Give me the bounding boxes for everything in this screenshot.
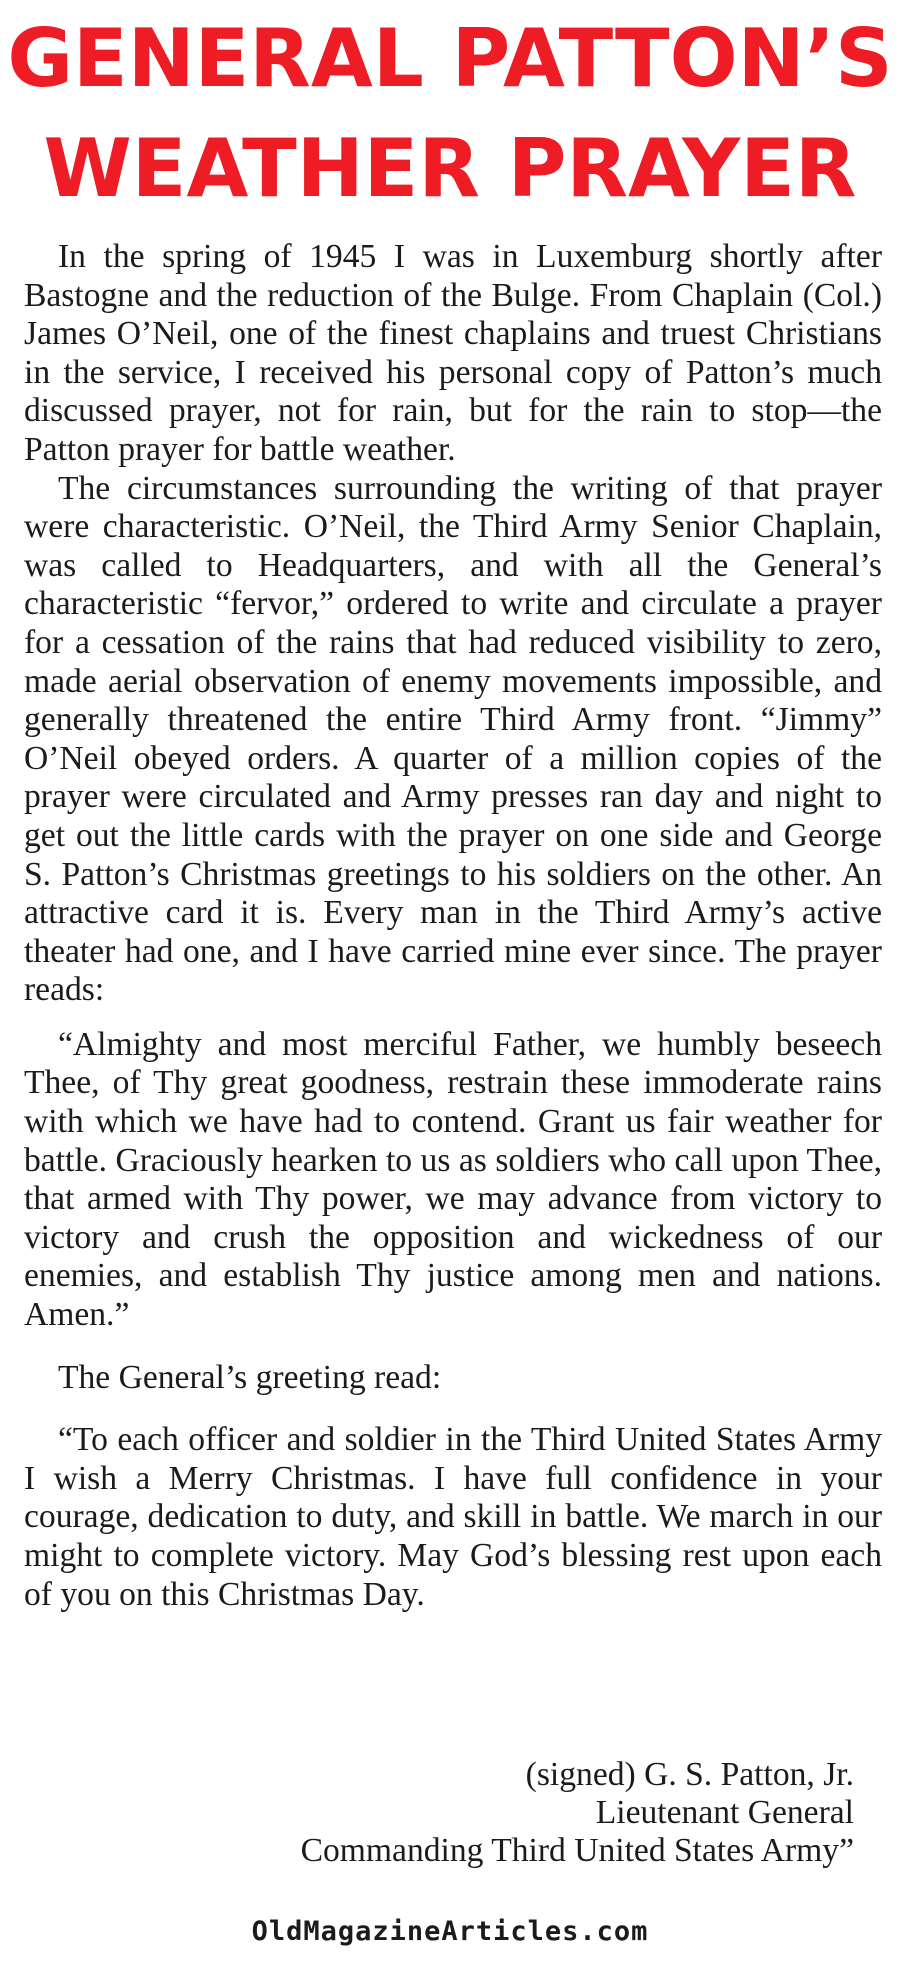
article-paragraph: The circumstances surrounding the writing of that prayer were characteristic. O’Neil, the Third Army Senior Chaplain, was called to Headquarters, and with all the General’s characteristic “fervor,” ordered to write and circulate a prayer for a cessation of the rains that had reduced visibility to zero, made aerial observation of enemy movements impossible, and generally threatened the entire Third Army front. “Jimmy” O’Neil obeyed orders. A quarter of a million copies of the prayer were circulated and Army presses ran day and night to get out the little cards with the prayer on one side and George S. Patton’s Christmas greetings to his soldiers on the other. An attractive card it is. Every man in the Third Army’s active theater had one, and I have carried mine ever since. The prayer reads: [24, 469, 882, 1009]
article-paragraph: In the spring of 1945 I was in Luxemburg shortly after Bastogne and the reduction of the Bulge. From Chaplain (Col.) James O’Neil, one of the finest chaplains and truest Christians in the service, I received his personal copy of Patton’s much discussed prayer, not for rain, but for the rain to stop—the Patton prayer for battle weather. [24, 238, 882, 468]
headline-line-2: WEATHER PRAYER [43, 122, 857, 215]
article-body [24, 238, 882, 1614]
source-watermark: OldMagazineArticles.com [251, 1916, 649, 1947]
greeting-quote: “To each officer and soldier in the Third United States Army I wish a Merry Christmas. I have full confidence in your courage, dedication to duty, and skill in battle. We march in our might to complete victory. May God’s blessing rest upon each of you on this Christmas Day. [24, 1421, 882, 1613]
signature-line: (signed) G. S. Patton, Jr. [525, 1756, 854, 1793]
command-line: Commanding Third United States Army” [300, 1832, 854, 1869]
rank-line: Lieutenant General [595, 1794, 854, 1831]
greeting-intro: The General’s greeting read: [58, 1358, 442, 1396]
prayer-quote: “Almighty and most merciful Father, we humbly beseech Thee, of Thy great goodness, restrain these immoderate rains with which we have had to contend. Grant us fair weather for battle. Graciously hearken to us as soldiers who call upon Thee, that armed with Thy power, we may advance from victory to victory and crush the opposition and wickedness of our enemies, and establish Thy justice among men and nations. Amen.” [24, 1025, 882, 1334]
headline-line-1: GENERAL PATTON’S [7, 12, 893, 105]
